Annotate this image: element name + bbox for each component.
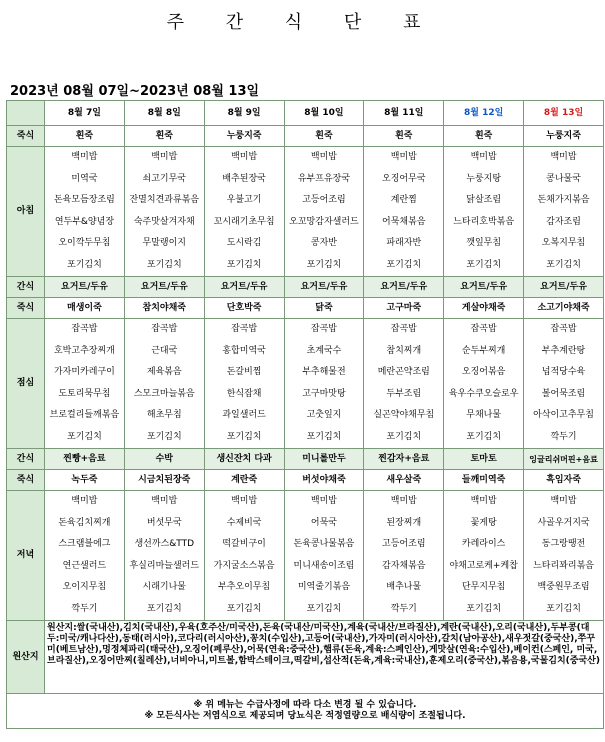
dish: 느타리꽈리볶음: [533, 560, 594, 571]
dish: 가지굴소스볶음: [213, 560, 275, 571]
meal-cell: [45, 147, 125, 277]
meal-cell: [124, 147, 204, 277]
row-label: 죽식: [7, 126, 45, 147]
dish: 무말랭이지: [142, 238, 186, 248]
dish: 스크램블에그: [58, 539, 111, 549]
dish: 포기김치: [306, 431, 342, 442]
dish: 백미밥: [390, 496, 417, 506]
dish: 도시락김: [226, 238, 262, 248]
menu-cell: 시금치된장죽: [124, 470, 204, 491]
menu-cell: 소고기야채죽: [524, 298, 604, 319]
dish: 떡갈비구이: [222, 539, 266, 549]
dish: 볼어묵조림: [541, 388, 586, 399]
dish: 백미밥: [231, 496, 258, 506]
dish: 포기김치: [466, 603, 502, 614]
dish: 후실리마늘샐러드: [129, 560, 200, 571]
dish: 포기김치: [386, 259, 422, 270]
dish: 닭살조림: [466, 195, 502, 205]
dish: 백미밥: [151, 496, 178, 506]
dish: 포기김치: [466, 259, 502, 270]
menu-cell: 토마토: [444, 449, 524, 470]
dish: 한식잡채: [226, 388, 262, 399]
dish: 백미밥: [310, 496, 337, 506]
meal-cell: [524, 147, 604, 277]
dish: 연근샐러드: [62, 560, 107, 571]
menu-cell: 새우살죽: [364, 470, 444, 491]
lunch-porridge-row: [7, 298, 604, 319]
meal-cell: [284, 491, 364, 621]
morning-porridge-row: [7, 126, 604, 147]
dish: 버섯무국: [146, 517, 182, 528]
menu-cell: 요거트/두유: [444, 277, 524, 298]
row-label: 죽식: [7, 470, 45, 491]
dish: 포기김치: [226, 259, 262, 270]
breakfast-row: [7, 147, 604, 277]
dish: 어묵국: [310, 517, 337, 528]
dish: 고구마맛탕: [302, 388, 346, 399]
dish: 포기김치: [306, 259, 342, 270]
notes-cell: [7, 694, 604, 729]
menu-cell: 누룽지죽: [524, 126, 604, 147]
meal-cell: [524, 491, 604, 621]
dish: 포기김치: [546, 603, 581, 614]
dish: 백미밥: [550, 496, 577, 506]
dish: 오징어무국: [382, 173, 426, 184]
menu-cell: 찐감자+음료: [364, 449, 444, 470]
dish: 연두부&양념장: [54, 216, 115, 227]
dish: 백중원무조림: [537, 582, 590, 592]
dish: 잡곡밥: [310, 324, 337, 334]
meal-cell: [444, 319, 524, 449]
menu-cell: 닭죽: [284, 298, 364, 319]
weekly-menu-table: [6, 100, 604, 729]
dish: 오복지무침: [541, 238, 586, 248]
dish: 두부조림: [386, 388, 422, 399]
dish: 꼬시래기초무침: [213, 216, 275, 227]
dish: 부추계란탕: [541, 345, 586, 356]
dish: 잡곡밥: [71, 324, 98, 334]
dish: 돈육콩나물볶음: [293, 539, 355, 549]
dish: 어묵채볶음: [382, 216, 426, 227]
dish: 고춧잎지: [306, 410, 342, 420]
dish: 포기김치: [146, 431, 182, 442]
dish: 제육볶음: [146, 367, 182, 377]
dish: 미역국: [71, 173, 98, 184]
day-header-sunday: 8월 13일: [524, 101, 604, 126]
meal-cell: [204, 319, 284, 449]
meal-cell: [444, 147, 524, 277]
dish: 포기김치: [146, 603, 182, 614]
page-title: 주 간 식 단 표: [166, 12, 439, 33]
meal-cell: [444, 491, 524, 621]
menu-cell: 녹두죽: [45, 470, 125, 491]
note-line: ※ 위 메뉴는 수급사정에 따라 다소 변경 될 수 있습니다.: [193, 700, 417, 710]
dish: 깍두기: [390, 603, 417, 614]
dish: 고등어조림: [302, 195, 346, 205]
day-header: 8월 11일: [364, 101, 444, 126]
dish: 육우수쿠오슬로우: [448, 388, 519, 399]
menu-cell: 흰죽: [124, 126, 204, 147]
day-header-saturday: 8월 12일: [444, 101, 524, 126]
dish: 돈육모듬장조림: [53, 195, 115, 205]
menu-cell: 매생이죽: [45, 298, 125, 319]
meal-cell: [204, 147, 284, 277]
dinner-row: [7, 491, 604, 621]
dish: 야채고로케+케찹: [449, 560, 518, 571]
dish: 오꼬망감자샐러드: [289, 216, 359, 227]
row-label: 간식: [7, 449, 45, 470]
dish: 감자조림: [546, 216, 581, 227]
dish: 감자채볶음: [382, 560, 426, 571]
dish: 깻잎무침: [466, 238, 502, 248]
dish: 근대국: [151, 345, 178, 356]
dish: 시래기나물: [142, 582, 186, 592]
dish: 해초무침: [146, 410, 182, 420]
menu-cell: 버섯야채죽: [284, 470, 364, 491]
dish: 잡곡밥: [550, 324, 577, 334]
menu-cell: 흑임자죽: [524, 470, 604, 491]
dish: 잡곡밥: [390, 324, 417, 334]
afternoon-snack-row: [7, 449, 604, 470]
menu-cell: 생신잔치 다과: [204, 449, 284, 470]
dish: 아삭이고추무침: [533, 410, 594, 420]
day-header: 8월 8일: [124, 101, 204, 126]
dish: 백미밥: [470, 152, 497, 162]
row-label: 저녁: [7, 491, 45, 621]
dish: 포기김치: [67, 431, 102, 442]
meal-cell: [364, 147, 444, 277]
dish: 순두부찌개: [461, 345, 506, 356]
menu-cell: 요거트/두유: [124, 277, 204, 298]
row-label: 점심: [7, 319, 45, 449]
dish: 무채나물: [466, 410, 502, 420]
dish: 숙주맛살겨자채: [133, 216, 195, 227]
dish: 된장찌개: [386, 517, 422, 528]
dish: 돈갈비찜: [226, 367, 262, 377]
dish: 백미밥: [151, 152, 178, 162]
dish: 과일샐러드: [222, 410, 266, 420]
dish: 잡곡밥: [231, 324, 258, 334]
menu-cell: 참치야채죽: [124, 298, 204, 319]
row-label: 죽식: [7, 298, 45, 319]
dish: 포기김치: [306, 603, 342, 614]
row-label: 원산지: [7, 621, 45, 694]
dish: 브로컬리들깨볶음: [49, 410, 120, 420]
dish: 느타리호박볶음: [453, 216, 515, 227]
dish: 고등어조림: [382, 539, 426, 549]
menu-cell: 흰죽: [364, 126, 444, 147]
menu-cell: 누룽지죽: [204, 126, 284, 147]
dish: 호박고추장찌개: [53, 345, 115, 356]
day-header: 8월 10일: [284, 101, 364, 126]
meal-cell: [45, 491, 125, 621]
dish: 유부프유장국: [297, 173, 351, 184]
dish: 포기김치: [226, 603, 262, 614]
note-line: ※ 모든식사는 저염식으로 제공되며 당뇨식은 적정열량으로 배식량이 조절됩니다.: [144, 711, 466, 721]
dish: 포기김치: [67, 259, 102, 270]
menu-cell: 요거트/두유: [204, 277, 284, 298]
dish: 배추나물: [386, 582, 422, 592]
meal-cell: [124, 319, 204, 449]
dish: 사골우거지국: [537, 517, 590, 528]
menu-cell: 게살야채죽: [444, 298, 524, 319]
menu-cell: 요거트/두유: [364, 277, 444, 298]
menu-cell: 흰죽: [444, 126, 524, 147]
dish: 단무지무침: [461, 582, 506, 592]
dish: 잡곡밥: [151, 324, 178, 334]
menu-cell: 미니롤만두: [284, 449, 364, 470]
day-header: 8월 9일: [204, 101, 284, 126]
meal-cell: [204, 491, 284, 621]
header-corner: [7, 101, 45, 126]
dish: 백미밥: [470, 496, 497, 506]
row-label: 아침: [7, 147, 45, 277]
dish: 꽃게탕: [470, 517, 497, 528]
dish: 포기김치: [146, 259, 182, 270]
meal-cell: [124, 491, 204, 621]
dish: 깍두기: [71, 603, 98, 614]
meal-cell: [364, 319, 444, 449]
dish: 깍두기: [550, 431, 577, 442]
morning-snack-row: [7, 277, 604, 298]
dish: 카레라이스: [461, 539, 506, 549]
dinner-porridge-row: [7, 470, 604, 491]
dish: 홍합미역국: [222, 345, 266, 356]
meal-cell: [284, 147, 364, 277]
dish: 돈육김치찌개: [58, 517, 111, 528]
dish: 백미밥: [71, 496, 98, 506]
dish: 넙적당수육: [541, 367, 586, 377]
dish: 잔멸치견과류볶음: [129, 195, 200, 205]
dish: 백미밥: [390, 152, 417, 162]
origin-info: 원산지:쌀(국내산),김치(국내산),우육(호주산/미국산),돈육(국내산/미국산),계육(국내산/브라질산),계란(국내산),오리(국내산),두부콩(대두:미국/캐나다산),동태(러시아),코다리(러시아산),꽁치(수입산),고등어(국내산),가자미(러시아산),갈치(남아공산),새우젓갈(중국산),쭈꾸미(베트남산),멍정체파리(태국산),오징어(페루산),어묵(연육:중국산),햄류(돈육,계육:스페인산),게맛살(연육:수입산),베이컨(스페인, 미국, 브라질산),오징어만찌(칠레산),너비아니,미트볼,함박스테이크,떡갈비,섭산적(돈육,계육:국내산),훈제오리(중국산),볶음용,국물김치(중국산): [45, 621, 604, 694]
menu-cell: 수박: [124, 449, 204, 470]
dish: 잡곡밥: [470, 324, 497, 334]
dish: 콩나물국: [546, 173, 581, 184]
dish: 오이지무침: [62, 582, 107, 592]
dish: 참치찌개: [386, 345, 422, 356]
dish: 생선까스&TTD: [134, 539, 195, 549]
menu-cell: 요거트/두유: [524, 277, 604, 298]
menu-cell: 고구마죽: [364, 298, 444, 319]
menu-cell: 흰죽: [45, 126, 125, 147]
day-header: 8월 7일: [45, 101, 125, 126]
menu-cell: 계란죽: [204, 470, 284, 491]
dish: 배추된장국: [222, 173, 266, 184]
dish: 포기김치: [226, 431, 262, 442]
dish: 백미밥: [550, 152, 577, 162]
dish: 미역줄기볶음: [297, 582, 351, 592]
menu-cell: 들깨미역죽: [444, 470, 524, 491]
row-label: 간식: [7, 277, 45, 298]
dish: 포기김치: [386, 431, 422, 442]
menu-cell: 찐빵+음료: [45, 449, 125, 470]
menu-cell: 단호박죽: [204, 298, 284, 319]
dish: 초계국수: [306, 345, 342, 356]
dish: 포기김치: [466, 431, 502, 442]
meal-cell: [45, 319, 125, 449]
menu-cell: 잉글리쉬머핀+음료: [524, 449, 604, 470]
dish: 계란찜: [390, 195, 417, 205]
meal-cell: [284, 319, 364, 449]
dish: 오징어볶음: [461, 367, 506, 377]
dish: 포기김치: [546, 259, 581, 270]
dish: 부추해물전: [302, 367, 346, 377]
dish: 백미밥: [310, 152, 337, 162]
menu-cell: 흰죽: [284, 126, 364, 147]
dish: 백미밥: [231, 152, 258, 162]
date-range: 2023년 08월 07일~2023년 08월 13일: [10, 84, 260, 99]
dish: 파래자반: [386, 238, 422, 248]
menu-cell: 요거트/두유: [45, 277, 125, 298]
dish: 돈채가지볶음: [537, 195, 590, 205]
menu-cell: 요거트/두유: [284, 277, 364, 298]
dish: 가자미카레구이: [53, 367, 115, 377]
dish: 부추오이무침: [218, 582, 271, 592]
dish: 오이깍두무침: [58, 238, 111, 248]
dish: 도토리묵무침: [58, 388, 111, 399]
notes-row: [7, 694, 604, 729]
dish: 수제비국: [226, 517, 262, 528]
lunch-row: [7, 319, 604, 449]
dish: 백미밥: [71, 152, 98, 162]
meal-cell: [364, 491, 444, 621]
dish: 실곤약야채무침: [373, 410, 435, 420]
dish: 누룽지탕: [466, 173, 502, 184]
origin-row: [7, 621, 604, 694]
dish: 메란곤약조림: [377, 367, 430, 377]
dish: 스모크마늘볶음: [133, 388, 195, 399]
header-row: [7, 101, 604, 126]
dish: 동그랑땡전: [541, 539, 586, 549]
meal-cell: [524, 319, 604, 449]
dish: 쇠고기무국: [142, 173, 186, 184]
dish: 미니새송이조림: [293, 560, 355, 571]
dish: 콩자반: [310, 238, 337, 248]
dish: 우불고기: [226, 195, 262, 205]
